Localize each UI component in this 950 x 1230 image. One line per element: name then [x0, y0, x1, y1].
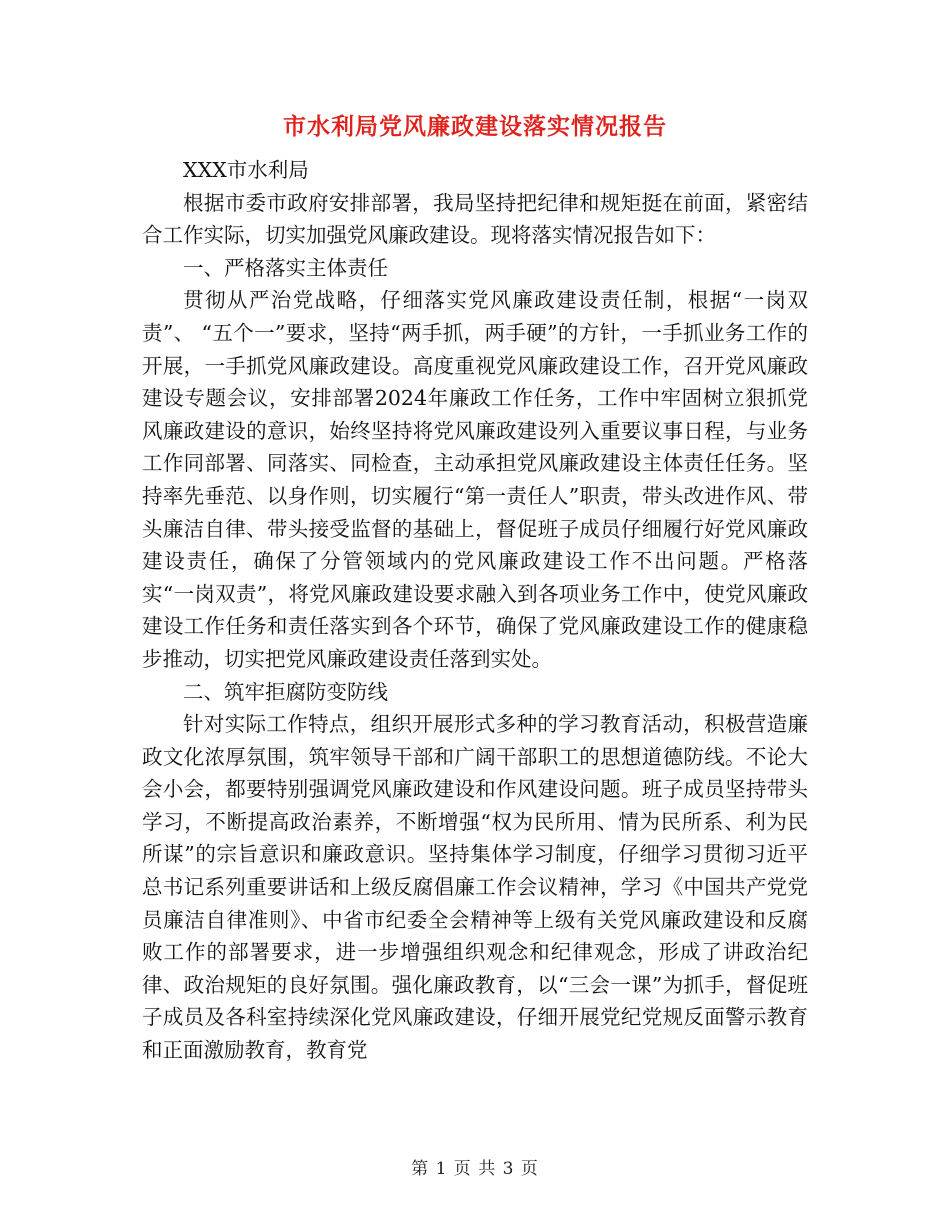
addressee-line: XXX市水利局	[183, 158, 309, 182]
document-body	[142, 154, 808, 1067]
page-number-footer: 第 1 页 共 3 页	[411, 1159, 539, 1179]
section-heading-2: 二、筑牢拒腐防变防线	[183, 679, 388, 704]
section-2-paragraph: 针对实际工作特点，组织开展形式多种的学习教育活动，积极营造廉政文化浓厚氛围，筑牢领导干部和广阔干部职工的思想道德防线。不论大会小会，都要特别强调党风廉政建设和作风建设问题。班子成员坚持带头学习，不断提高政治素养，不断增强“权为民所用、情为民所系、利为民所谋”的宗旨意识和廉政意识。坚持集体学习制度，仔细学习贯彻习近平总书记系列重要讲话和上级反腐倡廉工作会议精神，学习《中国共产党党员廉洁自律准则》、中省市纪委全会精神等上级有关党风廉政建设和反腐败工作的部署要求，进一步增强组织观念和纪律观念，形成了讲政治纪律、政治规矩的良好氛围。强化廉政教育，以“三会一课”为抓手，督促班子成员及各科室持续深化党风廉政建设，仔细开展党纪党规反面警示教育和正面激励教育，教育党	[142, 712, 808, 1063]
intro-paragraph: 根据市委市政府安排部署，我局坚持把纪律和规矩挺在前面，紧密结合工作实际，切实加强党风廉政建设。现将落实情况报告如下：	[142, 190, 808, 248]
section-heading-1: 一、严格落实主体责任	[183, 255, 388, 280]
page-title: 市水利局党风廉政建设落实情况报告	[283, 113, 667, 140]
section-1-paragraph: 贯彻从严治党战略，仔细落实党风廉政建设责任制，根据“一岗双责”、 “五个一”要求，坚持“两手抓，两手硬”的方针，一手抓业务工作的开展，一手抓党风廉政建设。高度重视党风廉政建设工作，召开党风廉政建设专题会议，安排部署2024年廉政工作任务，工作中牢固树立狠抓党风廉政建设的意识，始终坚持将党风廉政建设列入重要议事日程，与业务工作同部署、同落实、同检查，主动承担党风廉政建设主体责任任务。坚持率先垂范、以身作则，切实履行“第一责任人”职责，带头改进作风、带头廉洁自律、带头接受监督的基础上，督促班子成员仔细履行好党风廉政建设责任，确保了分管领域内的党风廉政建设工作不出问题。严格落实“一岗双责”，将党风廉政建设要求融入到各项业务工作中，使党风廉政建设工作任务和责任落实到各个环节，确保了党风廉政建设工作的健康稳步推动，切实把党风廉政建设责任落到实处。	[142, 288, 808, 671]
